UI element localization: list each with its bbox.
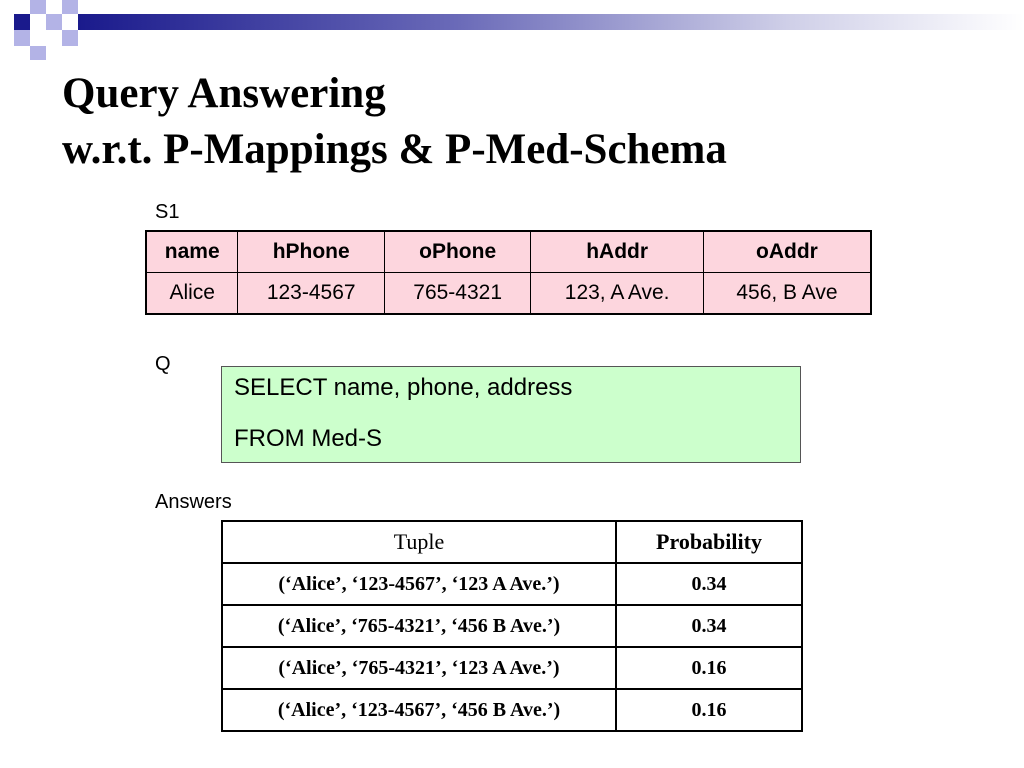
s1-cell: 123-4567	[238, 273, 384, 315]
table-row	[222, 563, 802, 605]
header-gradient-bar	[78, 14, 1024, 30]
s1-header-haddr: hAddr	[531, 231, 704, 273]
s1-cell: 765-4321	[384, 273, 530, 315]
answer-tuple: (‘Alice’, ‘765-4321’, ‘456 B Ave.’)	[222, 605, 616, 647]
answers-header-tuple: Tuple	[222, 521, 616, 563]
answer-tuple: (‘Alice’, ‘123-4567’, ‘456 B Ave.’)	[222, 689, 616, 731]
answer-probability: 0.16	[616, 647, 802, 689]
s1-header-ophone: oPhone	[384, 231, 530, 273]
query-label: Q	[155, 353, 171, 375]
answers-header-row	[222, 521, 802, 563]
table-row	[146, 273, 871, 315]
corner-square-light	[62, 30, 78, 46]
answers-label: Answers	[155, 491, 232, 513]
s1-label: S1	[155, 201, 180, 223]
answer-probability: 0.34	[616, 563, 802, 605]
table-row	[222, 647, 802, 689]
s1-header-name: name	[146, 231, 238, 273]
s1-cell: Alice	[146, 273, 238, 315]
s1-cell: 123, A Ave.	[531, 273, 704, 315]
table-row	[222, 605, 802, 647]
answers-header-probability: Probability	[616, 521, 802, 563]
s1-header-row	[146, 231, 871, 273]
query-line-from: FROM Med-S	[234, 425, 383, 452]
corner-square-light	[30, 0, 46, 14]
corner-square-light	[62, 0, 78, 14]
s1-header-oaddr: oAddr	[703, 231, 871, 273]
s1-header-hphone: hPhone	[238, 231, 384, 273]
corner-square-light	[30, 46, 46, 60]
s1-table	[145, 230, 872, 315]
slide-title-line1: Query Answering	[62, 70, 386, 117]
answer-probability: 0.34	[616, 605, 802, 647]
corner-square-dark	[14, 14, 30, 30]
slide-title	[62, 66, 727, 178]
slide-title-line2: w.r.t. P-Mappings & P-Med-Schema	[62, 126, 727, 173]
answers-table	[221, 520, 803, 732]
answer-tuple: (‘Alice’, ‘765-4321’, ‘123 A Ave.’)	[222, 647, 616, 689]
corner-square-light	[46, 14, 62, 30]
s1-cell: 456, B Ave	[703, 273, 871, 315]
answer-probability: 0.16	[616, 689, 802, 731]
answer-tuple: (‘Alice’, ‘123-4567’, ‘123 A Ave.’)	[222, 563, 616, 605]
corner-square-light	[14, 30, 30, 46]
query-line-select: SELECT name, phone, address	[234, 374, 573, 401]
query-box	[221, 366, 801, 463]
table-row	[222, 689, 802, 731]
